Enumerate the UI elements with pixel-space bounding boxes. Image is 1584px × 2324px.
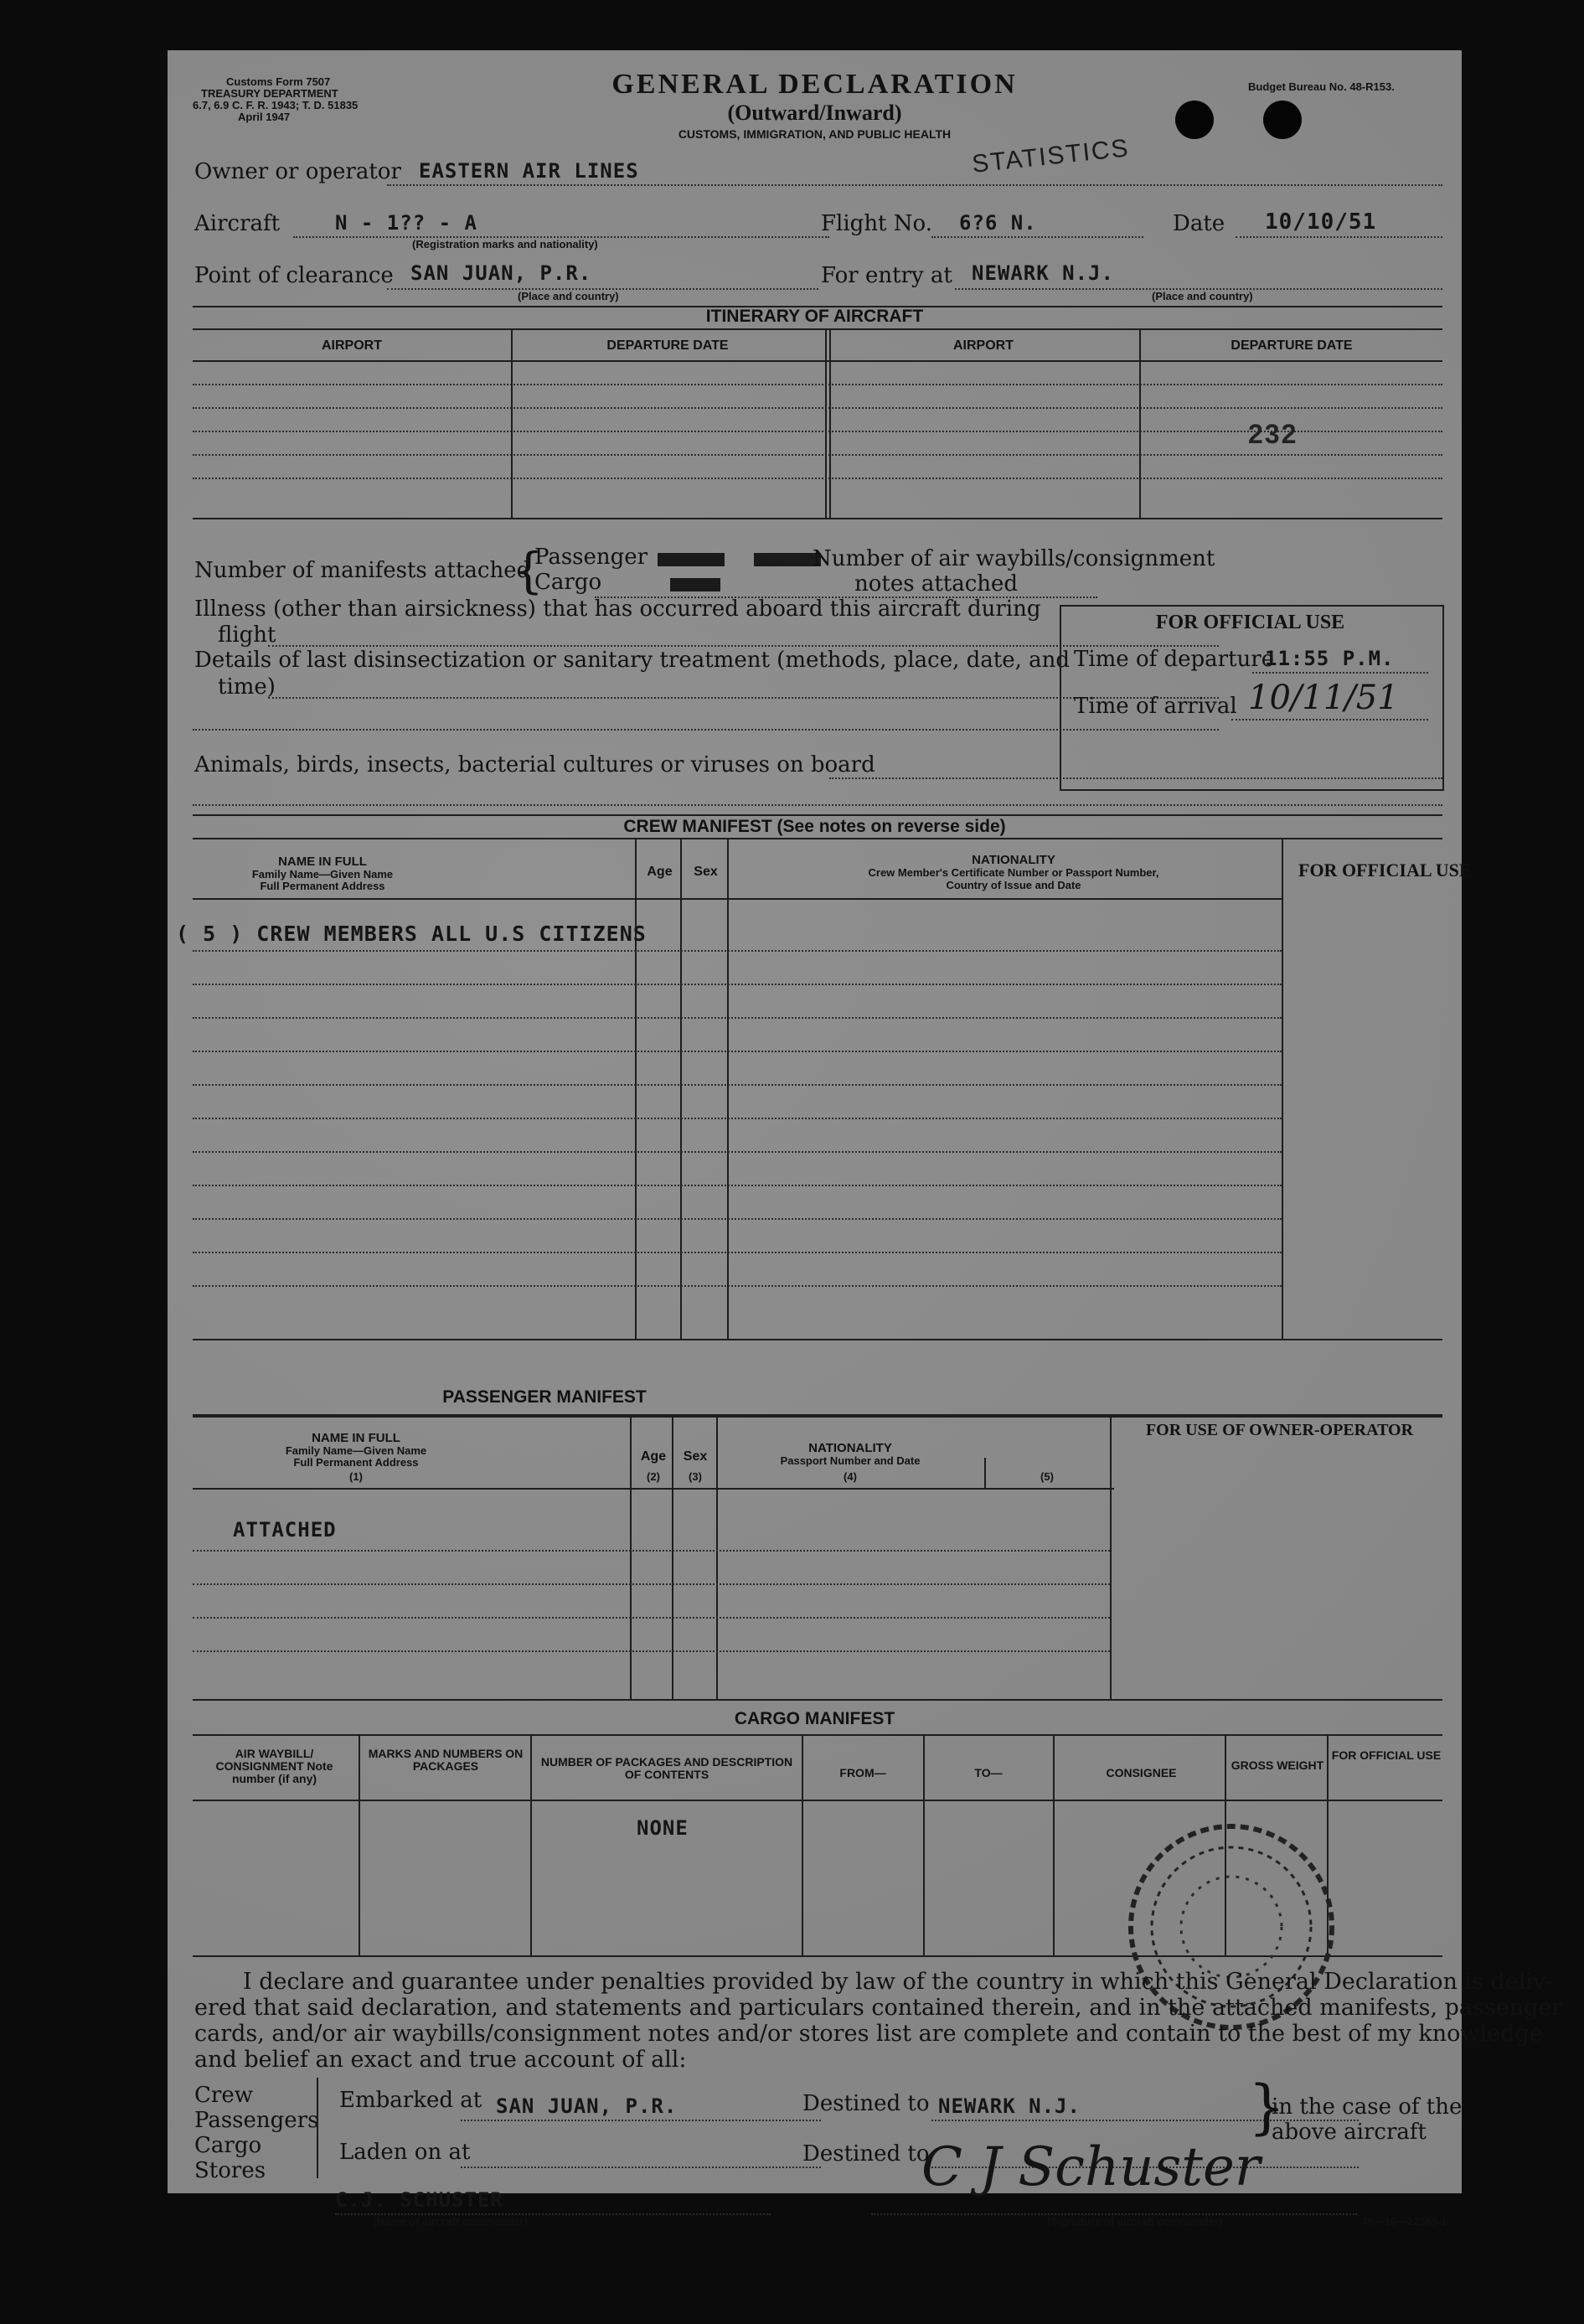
- destined-value-1: NEWARK N.J.: [938, 2094, 1081, 2118]
- crew-col-nationality: NATIONALITY: [972, 853, 1055, 867]
- clearance-label: Point of clearance: [194, 263, 394, 288]
- cargo-col-waybill: AIR WAYBILL/ CONSIGNMENT Note number (if any): [215, 1747, 333, 1785]
- waybills-label: Number of air waybills/consignment: [813, 546, 1215, 571]
- commander-name: C.J. SCHUSTER: [335, 2188, 503, 2212]
- itinerary-title: ITINERARY OF AIRCRAFT: [705, 307, 924, 326]
- redaction-mark: [658, 553, 725, 566]
- pass-col-name-3: Full Permanent Address: [293, 1456, 419, 1469]
- entry-caption: (Place and country): [1152, 290, 1253, 302]
- pass-col-sex-num: (3): [689, 1470, 702, 1483]
- brace: {: [513, 542, 544, 599]
- declaration-line-3: cards, and/or air waybills/consignment notes and/or stores list are complete and contain to the best of my knowledge: [194, 2021, 1543, 2047]
- cargo-entry: NONE: [637, 1816, 689, 1840]
- crew-col-nationality-3: Country of Issue and Date: [946, 879, 1081, 891]
- pass-col-name-2: Family Name—Given Name: [285, 1444, 427, 1457]
- commander-name-caption: (Name of aircraft commander): [373, 2215, 528, 2228]
- aircraft-value: N - 1?? - A: [335, 211, 477, 235]
- pass-col-age-num: (2): [647, 1470, 660, 1483]
- clearance-value: SAN JUAN, P.R.: [410, 261, 592, 285]
- brace-right: }: [1248, 2073, 1286, 2141]
- date-value: 10/10/51: [1265, 209, 1377, 235]
- crew-col-name-3: Full Permanent Address: [260, 880, 385, 892]
- cargo-col-weight: GROSS WEIGHT: [1231, 1758, 1324, 1772]
- pass-col-sex: Sex: [683, 1449, 708, 1464]
- cargo-col-marks: MARKS AND NUMBERS ON PACKAGES: [368, 1747, 524, 1773]
- cargo-col-packages: NUMBER OF PACKAGES AND DESCRIPTION OF CONTENTS: [540, 1755, 793, 1781]
- statistics-stamp: STATISTICS: [970, 134, 1132, 178]
- redaction-mark: [670, 578, 720, 591]
- embarked-label: Embarked at: [339, 2088, 482, 2113]
- crew-manifest-title: CREW MANIFEST (See notes on reverse side): [623, 817, 1006, 836]
- crew-col-name: NAME IN FULL: [278, 855, 367, 869]
- illness-label-2: flight: [218, 622, 276, 648]
- arrival-time-value: 10/11/51: [1248, 679, 1399, 717]
- crew-col-official: FOR OFFICIAL USE: [1298, 860, 1472, 881]
- embarked-value: SAN JUAN, P.R.: [496, 2094, 678, 2118]
- print-code: 48—16—22355-1: [1361, 2215, 1447, 2228]
- itinerary-col-airport-2: AIRPORT: [953, 338, 1014, 353]
- aircraft-label: Aircraft: [194, 211, 281, 236]
- page-subtitle: (Outward/Inward): [727, 101, 902, 125]
- pass-col-5: (5): [1040, 1470, 1054, 1483]
- itinerary-col-departure: DEPARTURE DATE: [606, 338, 729, 353]
- flight-label: Flight No.: [821, 211, 932, 236]
- decl-crew: Crew: [194, 2083, 253, 2108]
- declaration-line-4: and belief an exact and true account of all:: [194, 2047, 687, 2073]
- date-label: Date: [1173, 211, 1225, 236]
- commander-signature-caption: (Signature of aircraft commander): [1047, 2215, 1223, 2228]
- departure-time-label: Time of departure: [1074, 647, 1275, 672]
- cargo-col-to: TO—: [974, 1766, 1003, 1779]
- passenger-manifest-title: PASSENGER MANIFEST: [442, 1387, 647, 1407]
- destined-label-2: Destined to: [802, 2141, 930, 2166]
- form-date: April 1947: [238, 111, 291, 123]
- cargo-col-from: FROM—: [839, 1766, 886, 1779]
- laden-label: Laden on at: [339, 2140, 471, 2165]
- notes-attached-label: notes attached: [854, 571, 1019, 596]
- commander-signature: C J Schuster: [921, 2136, 1261, 2198]
- page-subtitle-2: CUSTOMS, IMMIGRATION, AND PUBLIC HEALTH: [678, 127, 952, 141]
- passenger-entry: ATTACHED: [233, 1518, 337, 1542]
- pass-col-name-num: (1): [349, 1470, 363, 1483]
- declaration-line-1: I declare and guarantee under penalties provided by law of the country in which this General Declaration is deliv-: [243, 1969, 1554, 1995]
- manifest-cargo-label: Cargo: [534, 570, 602, 595]
- crew-entry: ( 5 ) CREW MEMBERS ALL U.S CITIZENS: [176, 922, 647, 946]
- declaration-line-2: ered that said declaration, and statements and particulars contained therein, and in the attached manifests, passenger: [194, 1995, 1563, 2021]
- disinsect-label: Details of last disinsectization or sanitary treatment (methods, place, date, and: [194, 648, 1071, 673]
- cargo-col-official: FOR OFFICIAL USE: [1331, 1748, 1442, 1762]
- pass-col-age: Age: [640, 1449, 667, 1464]
- entry-value: NEWARK N.J.: [972, 261, 1114, 285]
- itinerary-col-departure-2: DEPARTURE DATE: [1231, 338, 1353, 353]
- pass-col-name: NAME IN FULL: [312, 1431, 400, 1445]
- pass-col-nationality-2: Passport Number and Date: [780, 1454, 921, 1467]
- form-number: Customs Form 7507: [226, 75, 331, 88]
- manifest-passenger-label: Passenger: [534, 545, 648, 570]
- manifests-label: Number of manifests attached: [194, 558, 531, 583]
- entry-label: For entry at: [821, 263, 952, 288]
- regulations: 6.7, 6.9 C. F. R. 1943; T. D. 51835: [193, 99, 359, 111]
- clearance-caption: (Place and country): [518, 290, 619, 302]
- official-use-title: FOR OFFICIAL USE: [1155, 612, 1345, 633]
- in-case-label: in the case of the: [1272, 2094, 1463, 2120]
- illness-label: Illness (other than airsickness) that has occurred aboard this aircraft during: [194, 596, 1041, 622]
- departure-time-value: 11:55 P.M.: [1265, 647, 1395, 670]
- itinerary-col-airport: AIRPORT: [322, 338, 382, 353]
- flight-value: 6?6 N.: [959, 211, 1037, 235]
- cargo-col-consignee: CONSIGNEE: [1106, 1766, 1177, 1779]
- pass-col-nationality-num: (4): [844, 1470, 857, 1483]
- declaration-form: [168, 50, 1563, 2228]
- crew-col-nationality-2: Crew Member's Certificate Number or Passport Number,: [868, 866, 1159, 879]
- owner-value: EASTERN AIR LINES: [419, 159, 639, 183]
- budget-bureau: Budget Bureau No. 48-R153.: [1248, 80, 1395, 93]
- decl-cargo: Cargo: [194, 2133, 262, 2158]
- pass-col-nationality: NATIONALITY: [808, 1441, 892, 1455]
- aircraft-caption: (Registration marks and nationality): [412, 238, 598, 250]
- decl-stores: Stores: [194, 2158, 266, 2183]
- redaction-mark: [754, 553, 821, 566]
- itinerary-stamp-number: 232: [1248, 419, 1298, 449]
- pass-col-owner: FOR USE OF OWNER-OPERATOR: [1145, 1421, 1414, 1439]
- department: TREASURY DEPARTMENT: [201, 87, 338, 100]
- disinsect-label-2: time): [218, 674, 276, 700]
- crew-col-name-2: Family Name—Given Name: [251, 868, 394, 881]
- destined-label-1: Destined to: [802, 2091, 930, 2116]
- arrival-time-label: Time of arrival: [1074, 694, 1237, 719]
- animals-label: Animals, birds, insects, bacterial cultures or viruses on board: [194, 752, 875, 777]
- owner-label: Owner or operator: [194, 159, 401, 184]
- crew-col-age: Age: [647, 865, 673, 879]
- decl-passengers: Passengers: [194, 2108, 319, 2133]
- cargo-manifest-title: CARGO MANIFEST: [734, 1709, 895, 1728]
- page-title: GENERAL DECLARATION: [611, 69, 1018, 100]
- crew-col-sex: Sex: [694, 865, 718, 879]
- above-aircraft-label: above aircraft: [1272, 2120, 1427, 2145]
